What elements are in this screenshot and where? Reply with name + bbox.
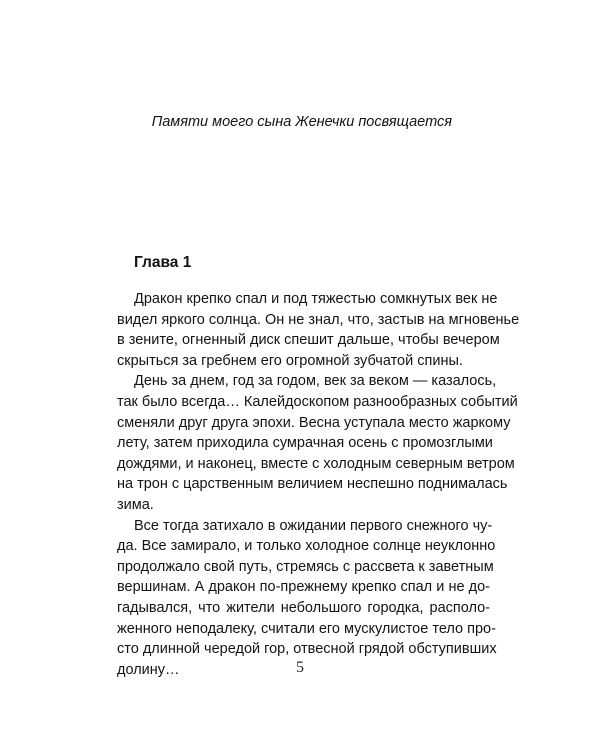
text-line: День за днем, год за годом, век за веком — казалось, [134,373,497,390]
text-line: Все тогда затихало в ожидании первого снежного чу- [134,517,493,534]
text-line: дождями, и наконец, вместе с холодным северным ветром [117,455,515,472]
text-line: сто длинной чередой гор, отвесной грядой обступивших [117,641,497,658]
text-line: зима. [117,496,154,513]
text-line: лету, затем приходила сумрачная осень с промозглыми [117,435,493,452]
chapter-text [117,289,520,680]
text-line: да. Все замирало, и только холодное солнце неуклонно [117,538,496,555]
text-line: продолжало свой путь, стремясь с рассвета к заветным [117,558,494,575]
text-line: на трон с царственным величием неспешно поднималась [117,476,508,493]
text-line: видел яркого солнца. Он не знал, что, застыв на мгновенье [117,311,520,328]
chapter-title: Глава 1 [134,254,192,271]
text-line: вершинам. А дракон по-прежнему крепко спал и не до- [117,579,490,596]
dedication: Памяти моего сына Женечки посвящается [151,114,452,130]
text-line: сменяли друг друга эпохи. Весна уступала место жаркому [117,414,511,431]
text-line: женного неподалеку, считали его мускулистое тело про- [117,620,496,637]
text-line: скрыться за гребнем его огромной зубчатой спины. [117,352,463,369]
text-line: долину… [117,661,180,678]
text-line: Дракон крепко спал и под тяжестью сомкнутых век не [134,291,498,307]
text-line: так было всегда… Калейдоскопом разнообразных событий [117,393,518,410]
text-line: гадывался, что жители небольшого городка, располо- [117,599,490,616]
text-line: в зените, огненный диск спешит дальше, чтобы вечером [117,332,500,349]
page-number: 5 [296,659,304,676]
